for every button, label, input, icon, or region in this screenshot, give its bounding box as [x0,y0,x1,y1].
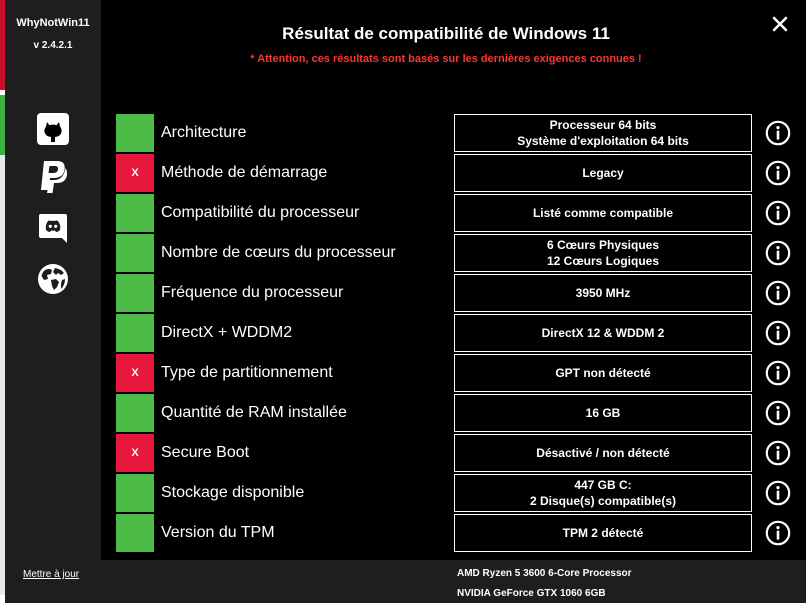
check-row [5,154,806,194]
check-result-line: Processeur 64 bits [549,118,657,132]
info-icon [765,120,791,146]
close-icon [768,12,792,36]
info-icon [765,440,791,466]
status-indicator [116,234,154,272]
check-label: Nombre de cœurs du processeur [161,244,396,261]
check-label: Stockage disponible [161,484,305,501]
info-button[interactable] [765,360,791,386]
gpu-name: NVIDIA GeForce GTX 1060 6GB [457,588,606,599]
status-indicator [116,514,154,552]
check-result-line: 12 Cœurs Logiques [546,254,659,268]
check-row [5,274,806,314]
status-indicator: X [116,154,154,192]
check-row [5,314,806,354]
info-button[interactable] [765,320,791,346]
check-result-line: TPM 2 détecté [562,526,644,540]
status-indicator [116,274,154,312]
check-label: Architecture [161,124,247,141]
info-icon [765,480,791,506]
check-row [5,514,806,554]
info-icon [765,160,791,186]
check-result-line: 16 GB [585,406,621,420]
info-icon [765,520,791,546]
status-indicator: X [116,354,154,392]
warning-text: * Attention, ces résultats sont basés sur les dernières exigences connues ! [250,53,642,65]
check-result-line: Système d'exploitation 64 bits [517,134,689,148]
check-result-line: Désactivé / non détecté [536,446,670,460]
info-icon [765,360,791,386]
check-result-line: 6 Cœurs Physiques [546,238,660,252]
status-indicator [116,194,154,232]
info-button[interactable] [765,240,791,266]
check-result [454,154,752,192]
check-result-line: DirectX 12 & WDDM 2 [541,326,665,340]
check-label: Version du TPM [161,524,275,541]
check-row [5,394,806,434]
check-label: DirectX + WDDM2 [161,324,293,341]
info-button[interactable] [765,520,791,546]
check-result [454,274,752,312]
check-label: Compatibilité du processeur [161,204,360,221]
hardware-footer [101,560,806,603]
check-row [5,474,806,514]
check-result [454,434,752,472]
info-button[interactable] [765,400,791,426]
check-row [5,114,806,154]
app-name: WhyNotWin11 [16,17,90,29]
status-indicator [116,394,154,432]
check-result-line: 3950 MHz [575,286,631,300]
check-result [454,394,752,432]
info-icon [765,280,791,306]
info-icon [765,200,791,226]
status-indicator: X [116,434,154,472]
check-result-line: GPT non détecté [555,366,651,380]
update-link[interactable]: Mettre à jour [23,569,80,580]
check-result [454,514,752,552]
close-button[interactable] [768,12,792,36]
check-row [5,234,806,274]
check-label: Quantité de RAM installée [161,404,347,421]
info-button[interactable] [765,280,791,306]
check-result-line: 2 Disque(s) compatible(s) [529,494,677,508]
page-title: Résultat de compatibilité de Windows 11 [282,24,610,43]
info-button[interactable] [765,480,791,506]
info-button[interactable] [765,200,791,226]
check-result [454,314,752,352]
status-indicator [116,474,154,512]
cpu-name: AMD Ryzen 5 3600 6-Core Processor [457,568,632,579]
status-indicator [116,314,154,352]
check-row [5,434,806,474]
check-label: Secure Boot [161,444,250,461]
info-button[interactable] [765,160,791,186]
info-button[interactable] [765,120,791,146]
info-icon [765,320,791,346]
check-result-line: 447 GB C: [574,478,632,492]
info-button[interactable] [765,440,791,466]
app-version: v 2.4.2.1 [33,40,73,51]
check-label: Méthode de démarrage [161,164,328,181]
check-label: Fréquence du processeur [161,284,344,301]
check-row [5,354,806,394]
info-icon [765,240,791,266]
check-result [454,114,752,152]
check-result [454,474,752,512]
check-result [454,234,752,272]
info-icon [765,400,791,426]
check-label: Type de partitionnement [161,364,333,381]
check-result [454,194,752,232]
check-row [5,194,806,234]
status-indicator [116,114,154,152]
check-result-line: Listé comme compatible [532,206,674,220]
check-result-line: Legacy [582,166,624,180]
app-window [5,0,806,603]
check-result [454,354,752,392]
